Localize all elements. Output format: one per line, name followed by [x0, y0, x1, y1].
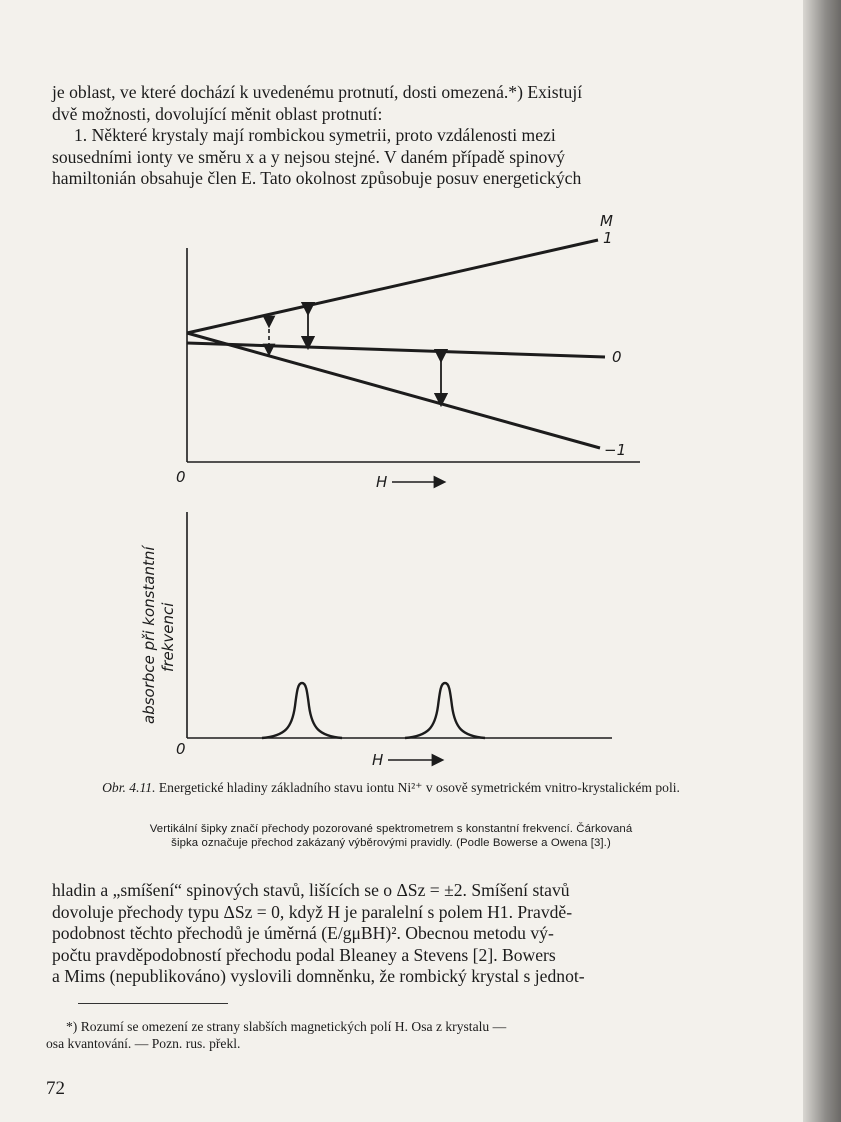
- level-label-zero: 0: [612, 348, 622, 366]
- caption-label: Obr. 4.11.: [102, 780, 156, 795]
- level-label-plus-one: 1: [603, 229, 613, 247]
- text-line: dvě možnosti, dovolující měnit oblast protnutí:: [52, 103, 383, 124]
- top-origin-label: 0: [176, 468, 186, 486]
- level-label-minus-one: −1: [604, 441, 627, 459]
- absorption-peak-2: [405, 683, 485, 738]
- text-line: podobnost těchto přechodů je úměrná (E/gμBH)². Obecnou metodu vý-: [52, 923, 554, 944]
- bottom-y-axis-label-1: absorbce při konstantní: [140, 546, 158, 724]
- text-line: hladin a „smíšení“ spinových stavů, lišících se o ΔSz = ±2. Smíšení stavů: [52, 880, 570, 900]
- page-number: 72: [46, 1078, 65, 1099]
- footnote: [46, 1018, 736, 1052]
- text-line: a Mims (nepublikováno) vyslovili domněnku, že rombický krystal s jednot-: [52, 966, 585, 987]
- top-x-axis-label: H: [376, 473, 388, 491]
- footnote-line: osa kvantování. — Pozn. rus. překl.: [46, 1036, 241, 1051]
- bottom-y-axis-label-2: frekvenci: [159, 602, 177, 672]
- bottom-paragraph: [52, 880, 732, 988]
- note-line: šipka označuje přechod zakázaný výběrovými pravidly. (Podle Bowerse a Owena [3].): [171, 837, 611, 849]
- absorption-peak-1: [262, 683, 342, 738]
- figure-caption: [46, 780, 736, 796]
- footnote-divider: [78, 1003, 228, 1004]
- figure-note: [46, 822, 736, 850]
- text-line: sousedními ionty ve směru x a y nejsou stejné. V daném případě spinový: [52, 146, 565, 167]
- footnote-line: *) Rozumí se omezení ze strany slabších magnetických polí H. Osa z krystalu —: [66, 1019, 507, 1034]
- text-line: 1. Některé krystaly mají rombickou symetrii, proto vzdálenosti mezi: [74, 125, 556, 146]
- note-line: Vertikální šipky značí přechody pozorované spektrometrem s konstantní frekvencí. Čárkovaná: [149, 823, 633, 835]
- caption-text: Energetické hladiny základního stavu iontu Ni²⁺ v osově symetrickém vnitro-krystalickém poli.: [158, 780, 680, 795]
- bottom-x-axis-label: H: [372, 751, 384, 769]
- text-line: dovoluje přechody typu ΔSz = 0, když H je paralelní s polem H1. Pravdě-: [52, 901, 573, 922]
- text-line: hamiltonián obsahuje člen E. Tato okolnost způsobuje posuv energetických: [52, 168, 582, 189]
- level-plus-one: [187, 240, 598, 333]
- text-line: je oblast, ve které dochází k uvedenému protnutí, dosti omezená.*) Existují: [52, 82, 583, 102]
- axis-label-m: M: [600, 212, 613, 230]
- text-line: počtu pravděpodobností přechodu podal Bleaney a Stevens [2]. Bowers: [52, 944, 556, 965]
- bottom-origin-label: 0: [176, 740, 186, 758]
